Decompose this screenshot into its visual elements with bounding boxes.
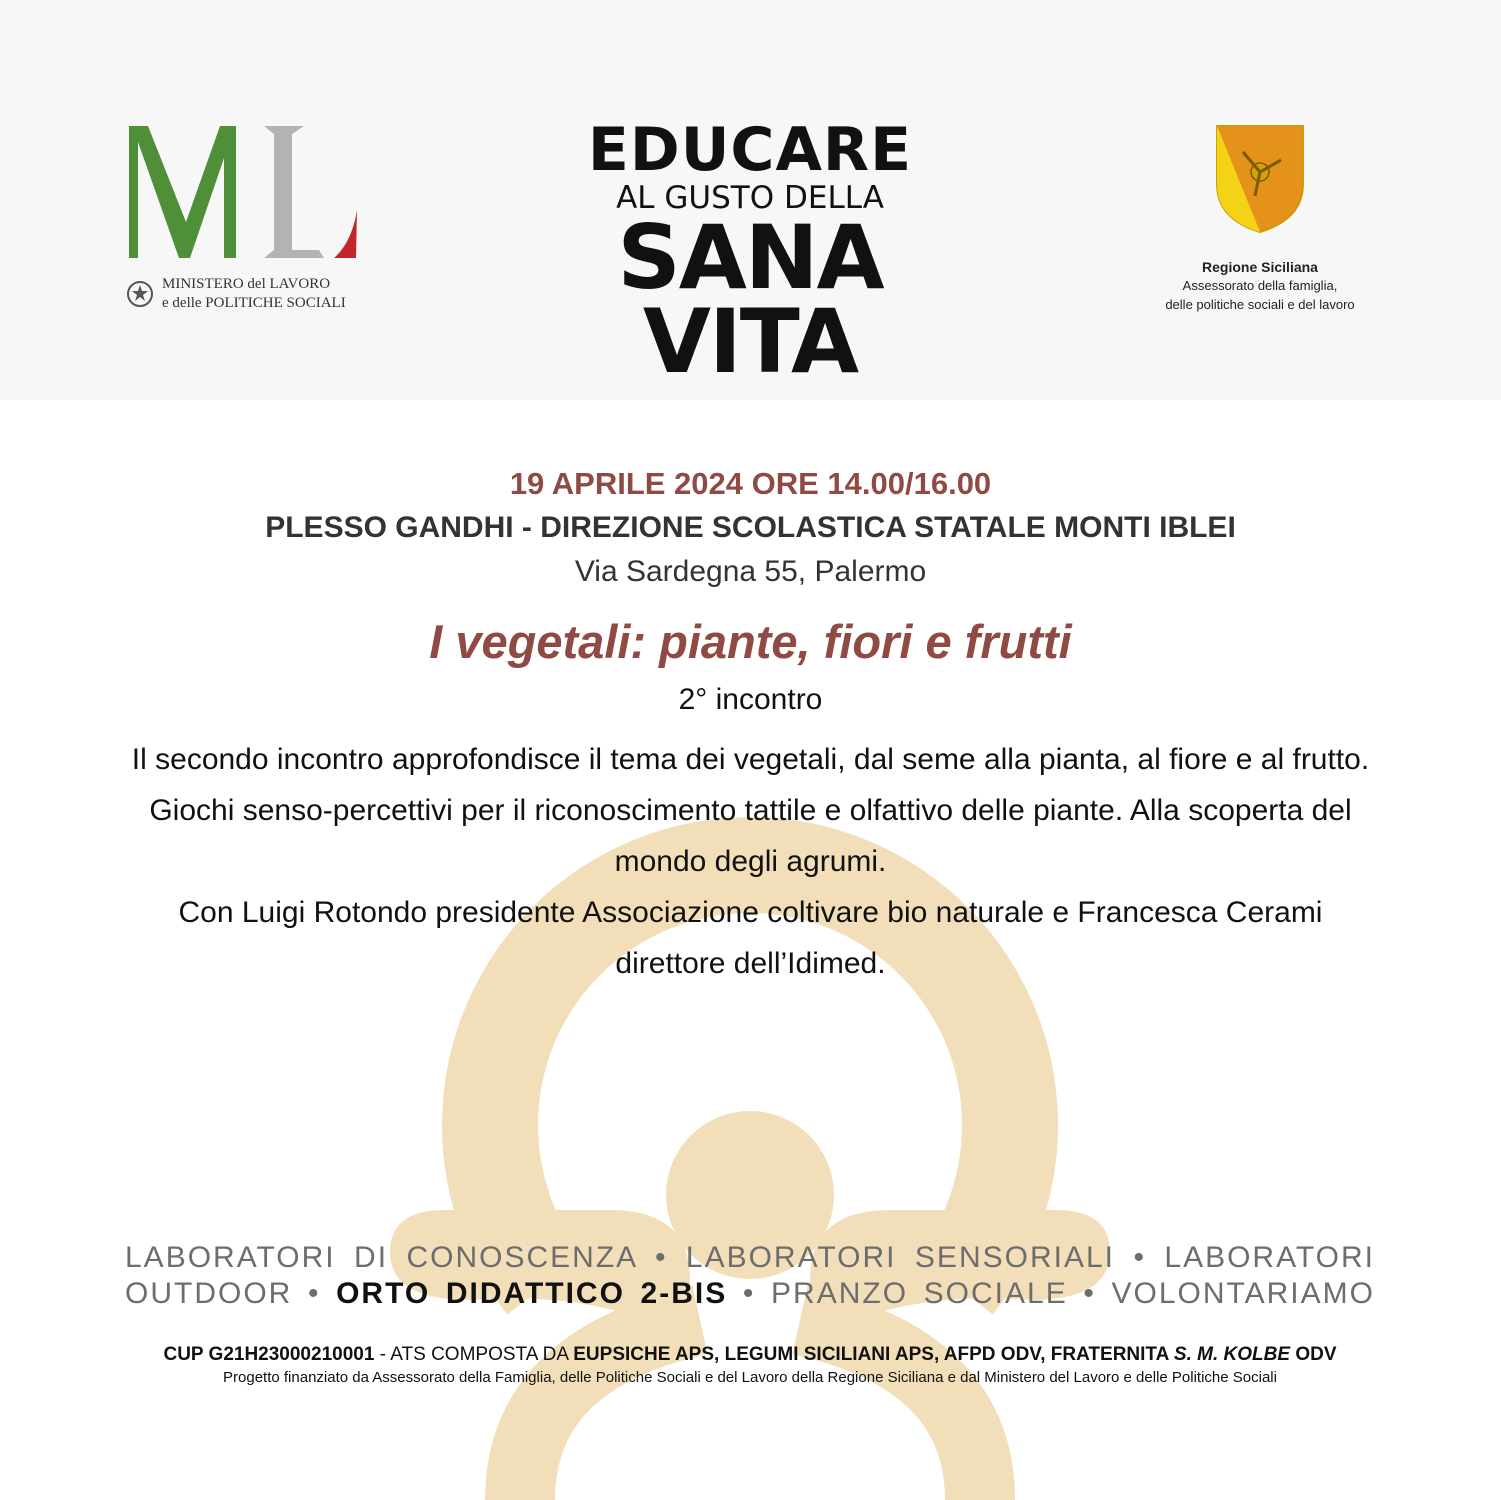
meeting-number: 2° incontro	[678, 683, 823, 716]
project-title	[560, 115, 940, 393]
lab-item: LABORATORI OUTDOOR	[125, 1241, 1375, 1310]
separator: •	[307, 1277, 321, 1310]
ministry-name-line2: e delle POLITICHE SOCIALI	[162, 295, 346, 311]
trinacria-shield-icon	[1215, 124, 1305, 234]
ministry-name-line1: MINISTERO del LAVORO	[162, 276, 331, 292]
lab-item: VOLONTARIAMO	[1111, 1277, 1375, 1310]
title-line3: SANA	[617, 206, 883, 309]
event-topic: I vegetali: piante, fiori e frutti	[429, 615, 1072, 668]
cup-code: CUP G21H23000210001	[163, 1344, 375, 1365]
funding-note: Progetto finanziato da Assessorato della Famiglia, delle Politiche Sociali e del Lavoro della Regione Siciliana e dal Ministero del Lavoro e delle Politiche Sociali	[223, 1369, 1277, 1386]
event-description	[131, 734, 1371, 989]
regione-logo	[1130, 124, 1390, 314]
partners-italic: S. M. KOLBE	[1173, 1344, 1291, 1365]
separator: •	[1133, 1241, 1146, 1274]
lab-item-highlight: ORTO DIDATTICO 2-BIS	[336, 1277, 728, 1310]
republic-seal-icon	[126, 280, 154, 308]
speakers-text: Con Luigi Rotondo presidente Associazione coltivare bio naturale e Francesca Cerami direttore dell’Idimed.	[178, 896, 1323, 980]
separator: •	[654, 1241, 668, 1274]
event-date: 19 APRILE 2024 ORE 14.00/16.00	[509, 466, 992, 501]
lab-item: PRANZO SOCIALE	[771, 1277, 1068, 1310]
regione-name: Regione Siciliana	[1202, 259, 1318, 275]
partners-text: EUPSICHE APS, LEGUMI SICILIANI APS, AFPD ODV, FRATERNITA	[573, 1344, 1174, 1365]
description-text: Il secondo incontro approfondisce il tema dei vegetali, dal seme alla pianta, al fiore e al frutto. Giochi senso-percettivi per il riconoscimento tattile e olfattivo delle piante. Alla scoperta del mondo degli agrumi.	[131, 743, 1370, 878]
regione-sub2: delle politiche sociali e del lavoro	[1165, 297, 1355, 312]
regione-sub1: Assessorato della famiglia,	[1182, 278, 1338, 293]
cup-line	[125, 1343, 1375, 1367]
ats-text: - ATS COMPOSTA DA	[374, 1344, 574, 1365]
labs-list	[125, 1240, 1375, 1312]
lab-item: LABORATORI SENSORIALI	[685, 1241, 1115, 1274]
title-line4: VITA	[642, 290, 858, 393]
title-line1: EDUCARE	[587, 115, 913, 185]
ministry-logo	[124, 122, 364, 322]
ml-monogram	[124, 122, 364, 262]
event-details	[0, 462, 1501, 989]
separator: •	[742, 1277, 756, 1310]
event-address: Via Sardegna 55, Palermo	[574, 555, 927, 588]
event-venue: PLESSO GANDHI - DIREZIONE SCOLASTICA STATALE MONTI IBLEI	[265, 511, 1236, 544]
separator: •	[1083, 1277, 1096, 1310]
lab-item: LABORATORI DI CONOSCENZA	[125, 1241, 637, 1274]
partners-suffix: ODV	[1290, 1344, 1337, 1365]
title-line2: AL GUSTO DELLA	[616, 180, 884, 216]
